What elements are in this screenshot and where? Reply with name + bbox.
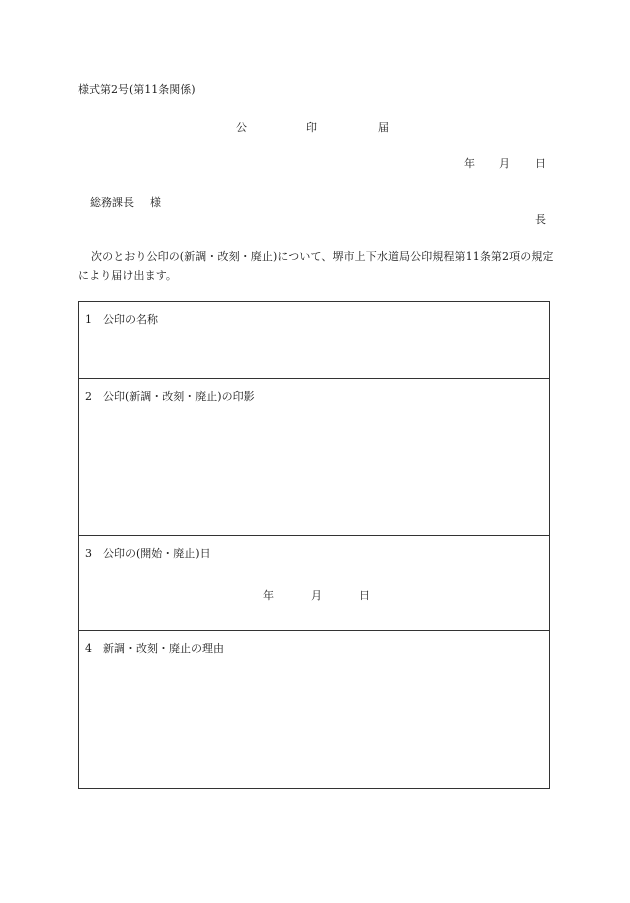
date-year-label: 年 [464,157,475,170]
title-char-1: 公 [236,121,247,134]
section-number: 2 [85,390,92,403]
addressee-honorific: 様 [150,196,161,209]
addressee-name: 総務課長 [90,196,134,209]
section-title: 公印の(開始・廃止)日 [103,547,211,560]
section-number: 4 [85,642,92,655]
section-seal-impression [79,379,549,536]
effective-month-label: 月 [311,589,322,602]
section-reason [79,631,549,788]
section-title: 新調・改刻・廃止の理由 [103,642,224,655]
section-label [85,311,158,327]
section-label [85,545,211,561]
date-month-label: 月 [499,157,510,170]
effective-date-fields [79,587,549,603]
sender-title: 長 [535,213,546,226]
form-table [78,301,550,789]
effective-year-label: 年 [263,589,274,602]
section-title: 公印の名称 [103,313,158,326]
section-number: 3 [85,547,92,560]
form-number: 様式第2号(第11条関係) [78,83,196,96]
section-number: 1 [85,313,92,326]
section-label [85,640,224,656]
date-day-label: 日 [535,157,546,170]
section-label [85,388,255,404]
effective-day-label: 日 [359,589,370,602]
body-text: 次のとおり公印の(新調・改刻・廃止)について、堺市上下水道局公印規程第11条第2項の規定により届け出ます。 [78,250,554,282]
section-title: 公印(新調・改刻・廃止)の印影 [103,390,255,403]
section-effective-date [79,536,549,631]
title-char-3: 届 [378,121,389,134]
form-title [0,119,630,135]
submission-date [0,155,630,171]
title-char-2: 印 [306,121,317,134]
section-seal-name [79,302,549,379]
